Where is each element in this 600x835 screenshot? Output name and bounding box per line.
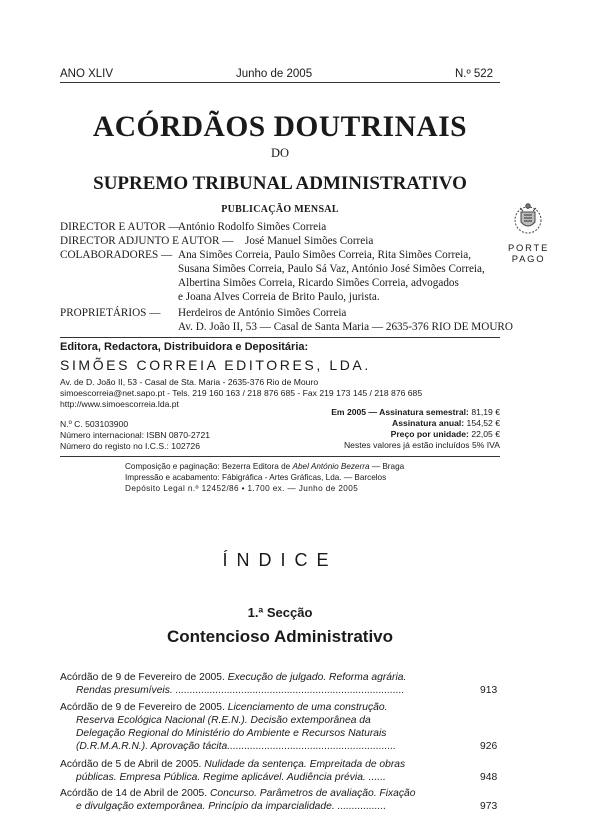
subsection-heading: Contencioso Administrativo — [166, 627, 394, 646]
publisher-heading: Editora, Redactora, Distribuidora e Depositária: — [60, 341, 309, 353]
court-name: SUPREMO TRIBUNAL ADMINISTRATIVO — [93, 173, 467, 194]
journal-title: ACÓRDÃOS DOUTRINAIS — [92, 111, 468, 143]
section-heading: 1.ª Secção — [247, 605, 313, 620]
credits-composition-text: Composição e paginação: Bezerra Editora de — [125, 462, 291, 471]
issue-number: N.º 522 — [455, 68, 494, 80]
journal-title-connector: DO — [270, 146, 290, 160]
vat-note: Nestes valores já estão incluídos 5% IVA — [343, 440, 500, 450]
publication-frequency: PUBLICAÇÃO MENSAL — [221, 204, 339, 215]
price-annual-label: Assinatura anual: — [392, 418, 465, 428]
toc-entry-line — [60, 787, 415, 800]
price-unit-row — [300, 429, 500, 440]
price-semester-label: Em 2005 — Assinatura semestral: — [331, 407, 469, 417]
toc-entry-line: Rendas presumíveis. ................................................................................ — [76, 685, 405, 696]
volume-year: ANO XLIV — [60, 68, 114, 80]
toc-entry-line — [60, 758, 405, 771]
deputy-director-name: José Manuel Simões Correia — [245, 235, 374, 247]
publisher-rule — [60, 456, 500, 457]
toc-entry-subject: Nulidade da sentença. Empreitada de obras — [204, 759, 406, 770]
collaborators-line: Ana Simões Correia, Paulo Simões Correia, Rita Simões Correia, — [178, 249, 472, 261]
toc-entry-line — [60, 671, 406, 684]
postage-paid-mark — [508, 242, 549, 264]
toc-entry-subject: Concurso. Parâmetros de avaliação. Fixação — [210, 788, 416, 799]
postage-line-1: PORTE — [508, 242, 550, 253]
postage-line-2: PAGO — [511, 253, 546, 264]
credits-composer-name: Abel António Bezerra — [292, 462, 370, 471]
header-rule — [60, 82, 500, 83]
director-label: DIRECTOR E AUTOR — — [60, 221, 180, 233]
toc-entry-date: Acórdão de 9 de Fevereiro de 2005. — [60, 672, 228, 683]
collaborators-line: Susana Simões Correia, Paulo Sá Vaz, António José Simões Correia, — [178, 263, 485, 275]
owners-name: Herdeiros de António Simões Correia — [178, 307, 347, 319]
price-semester-row — [300, 407, 500, 418]
toc-entry-subject: Execução de julgado. Reforma agrária. — [227, 672, 407, 683]
toc-entry-line: Reserva Ecológica Nacional (R.E.N.). Decisão extemporânea da — [76, 715, 371, 726]
credits-composition — [125, 461, 404, 472]
collaborators-line: Albertina Simões Correia, Ricardo Simões Correia, advogados — [178, 277, 459, 289]
ics-registration: Número do registo no I.C.S.: 102726 — [60, 441, 200, 451]
price-list — [300, 407, 500, 451]
toc-entry-line: e divulgação extemporânea. Princípio da imparcialidade. ................. — [76, 801, 387, 812]
price-unit-value: 22,05 € — [471, 429, 500, 439]
publisher-website[interactable]: http://www.simoescorreia.lda.pt — [60, 399, 179, 409]
credits-legal-deposit: Depósito Legal n.º 12452/86 • 1.700 ex. — Junho de 2005 — [125, 484, 359, 493]
toc-entry-line: (D.R.M.A.R.N.). Aprovação tácita........................................................... — [76, 741, 397, 752]
price-semester-value: 81,19 € — [471, 407, 500, 417]
index-title: ÍNDICE — [222, 550, 338, 570]
credits-printing: Impressão e acabamento: Fábigráfica - Artes Gráficas, Lda. — Barcelos — [125, 473, 387, 482]
price-annual-value: 154,52 € — [466, 418, 500, 428]
publisher-address: Av. de D. João II, 53 - Casal de Sta. Maria - 2635-376 Rio de Mouro — [60, 377, 319, 387]
price-unit-label: Preço por unidade: — [390, 429, 469, 439]
owners-label: PROPRIETÁRIOS — — [60, 307, 161, 319]
toc-entry-subject: Licenciamento de uma construção. — [227, 702, 388, 713]
credits-composition-city: — Braga — [371, 462, 405, 471]
issue-header — [60, 68, 500, 82]
price-annual-row — [300, 418, 500, 429]
issue-date: Junho de 2005 — [236, 68, 313, 80]
collaborators-line: e Joana Alves Correia de Brito Paulo, jurista. — [178, 291, 380, 303]
director-name: António Rodolfo Simões Correia — [178, 221, 327, 233]
owners-address: Av. D. João II, 53 — Casal de Santa Maria — 2635-376 RIO DE MOURO — [178, 321, 513, 333]
toc-entry-date: Acórdão de 9 de Fevereiro de 2005. — [60, 702, 228, 713]
tax-number: N.º C. 503103900 — [60, 419, 129, 429]
publisher-company: SIMÕES CORREIA EDITORES, LDA. — [60, 357, 371, 373]
coat-of-arms-icon — [506, 196, 550, 240]
deputy-director-label: DIRECTOR ADJUNTO E AUTOR — — [60, 235, 234, 247]
toc-entry-date: Acórdão de 14 de Abril de 2005. — [60, 788, 210, 799]
isbn-number: Número internacional: ISBN 0870-2721 — [60, 430, 211, 440]
toc-entry-page: 973 — [480, 801, 498, 812]
toc-entry-line: Delegação Regional do Ministério do Ambiente e Recursos Naturais — [76, 728, 387, 739]
staff-rule — [60, 337, 500, 338]
collaborators-label: COLABORADORES — — [60, 249, 173, 261]
toc-entry-date: Acórdão de 5 de Abril de 2005. — [60, 759, 205, 770]
publisher-contacts: simoescorreia@net.sapo.pt - Tels. 219 160 163 / 218 876 685 - Fax 219 173 145 / 218 876 685 — [60, 388, 423, 398]
toc-entry-line: públicas. Empresa Pública. Regime aplicável. Audiência prévia. ...... — [76, 772, 386, 783]
toc-entry-page: 913 — [480, 685, 498, 696]
toc-entry-line — [60, 701, 387, 714]
toc-entry-page: 926 — [480, 741, 498, 752]
toc-entry-page: 948 — [480, 772, 498, 783]
